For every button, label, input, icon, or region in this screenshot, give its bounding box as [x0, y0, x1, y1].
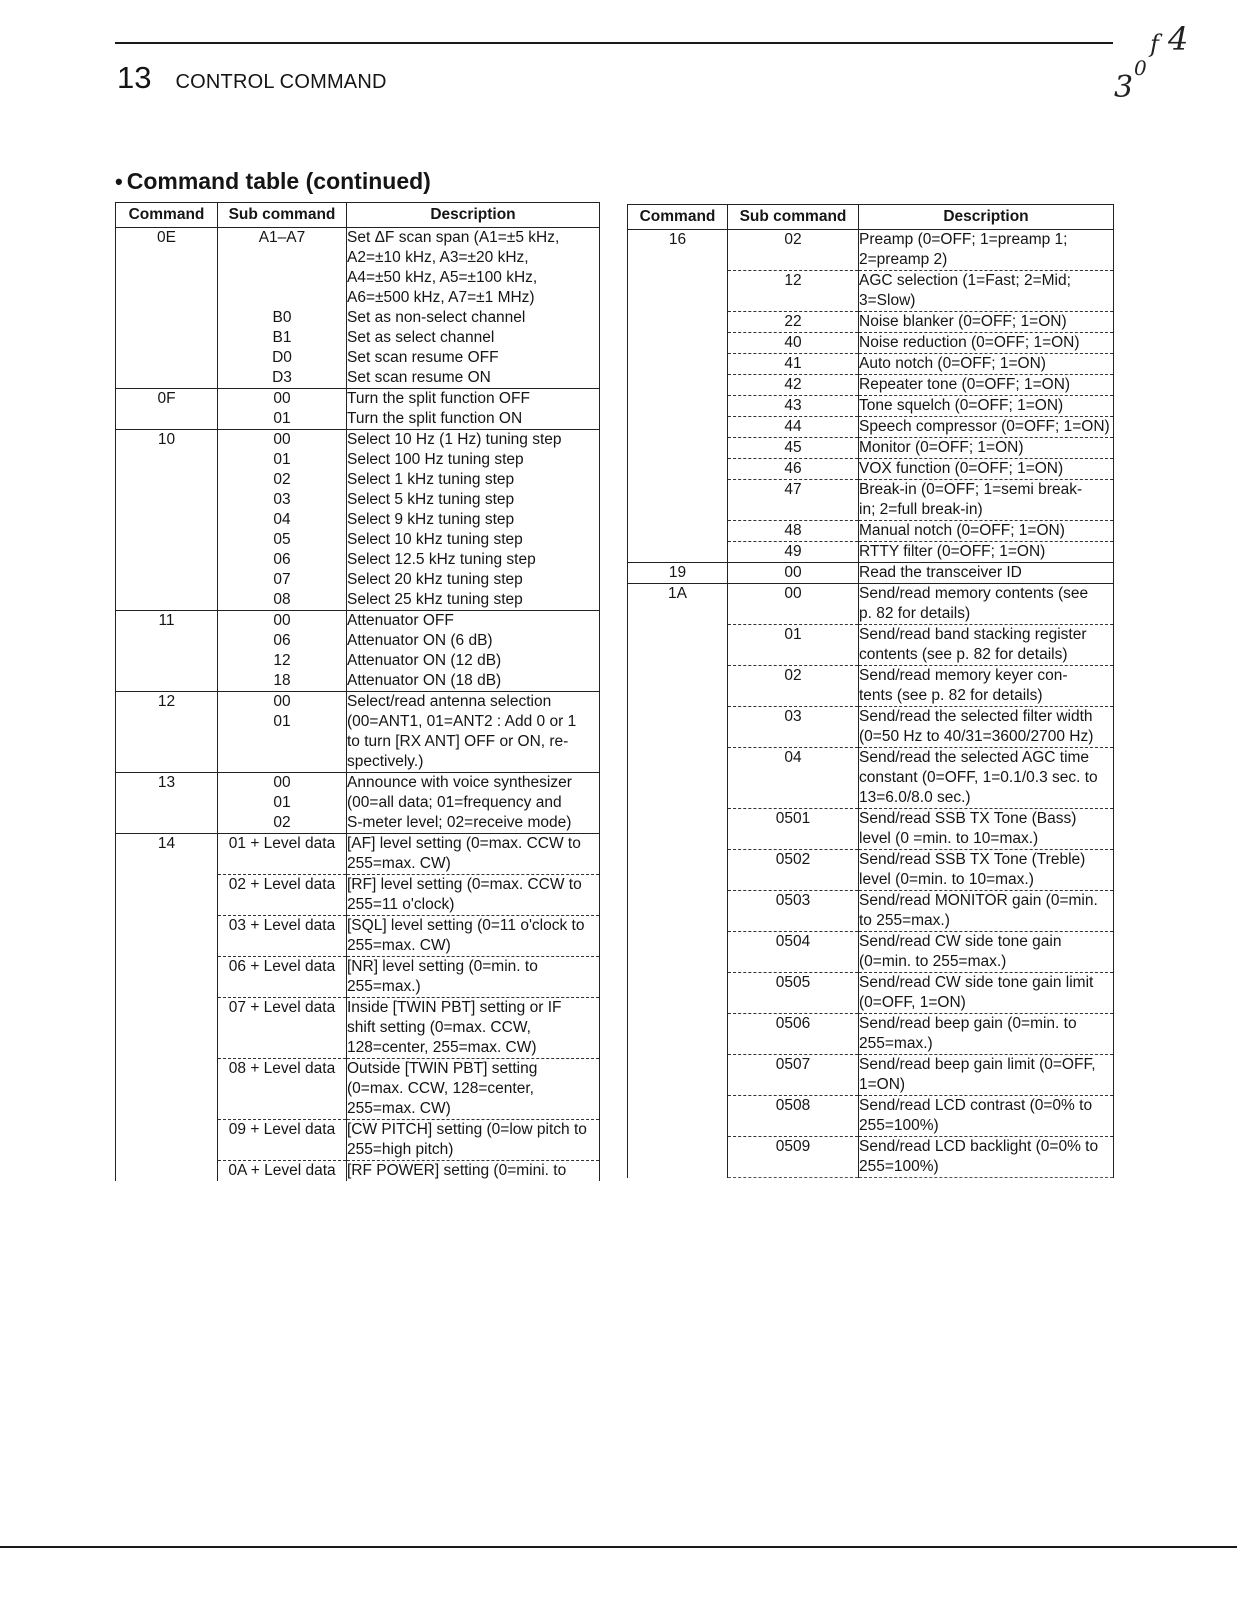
description-text: AGC selection (1=Fast; 2=Mid; 3=Slow) [859, 272, 1071, 309]
description-text: Manual notch (0=OFF; 1=ON) [859, 522, 1065, 539]
sub-command-value [218, 752, 346, 772]
command-cell: 10 [116, 430, 218, 611]
description-cell [347, 692, 600, 773]
description-line: Attenuator ON (6 dB) [347, 632, 493, 649]
table-row [116, 228, 600, 389]
section-title-text: Command table (continued) [126, 168, 431, 194]
description-text: Preamp (0=OFF; 1=preamp 1; 2=preamp 2) [859, 231, 1068, 268]
description-cell [859, 312, 1114, 333]
sub-command-cell: 02 + Level data [218, 875, 347, 916]
description-text: Send/read SSB TX Tone (Bass) level (0 =min. to 10=max.) [859, 810, 1077, 847]
description-text: Send/read LCD contrast (0=0% to 255=100%) [859, 1097, 1093, 1134]
sub-command-cell: 0501 [728, 809, 859, 850]
description-text: [CW PITCH] setting (0=low pitch to 255=high pitch) [347, 1121, 587, 1158]
description-line: Set scan resume ON [347, 369, 491, 386]
description-line: A2=±10 kHz, A3=±20 kHz, [347, 249, 529, 266]
sub-command-value: 01 [273, 794, 291, 811]
sub-command-cell: 12 [728, 271, 859, 312]
sub-command-cell: 04 [728, 748, 859, 809]
description-cell [859, 932, 1114, 973]
description-line: Select 12.5 kHz tuning step [347, 551, 536, 568]
command-cell: 13 [116, 773, 218, 834]
sub-command-value: 02 [273, 814, 291, 831]
sub-command-cell: 49 [728, 542, 859, 563]
chapter-number: 13 [117, 60, 152, 95]
description-cell [859, 584, 1114, 625]
sub-command-value: B0 [272, 309, 292, 326]
sub-command-value: D0 [272, 349, 292, 366]
description-text: Break-in (0=OFF; 1=semi break- in; 2=full break-in) [859, 481, 1083, 518]
column-header-command: Command [116, 203, 218, 228]
sub-command-cell [218, 611, 347, 692]
sub-command-value [218, 732, 346, 752]
description-cell [859, 748, 1114, 809]
sub-command-value: 00 [273, 612, 291, 629]
command-cell: 19 [628, 563, 728, 584]
description-text: Outside [TWIN PBT] setting (0=max. CCW, 128=center, 255=max. CW) [347, 1060, 538, 1117]
table-header-row [116, 203, 600, 228]
description-line: Set scan resume OFF [347, 349, 499, 366]
table-row [116, 611, 600, 692]
description-line: Select 25 kHz tuning step [347, 591, 523, 608]
description-cell [347, 834, 600, 875]
description-cell [859, 1014, 1114, 1055]
description-text: Read the transceiver ID [859, 564, 1022, 581]
sub-command-value: 00 [273, 774, 291, 791]
sub-command-value: 01 [273, 713, 291, 730]
description-text: VOX function (0=OFF; 1=ON) [859, 460, 1064, 477]
description-text: Send/read SSB TX Tone (Treble) level (0=min. to 10=max.) [859, 851, 1086, 888]
sub-command-value: 06 [273, 632, 291, 649]
sub-command-cell: 0508 [728, 1096, 859, 1137]
sub-command-value: 00 [273, 693, 291, 710]
sub-command-cell: 0505 [728, 973, 859, 1014]
description-cell [347, 1120, 600, 1161]
description-text: Send/read LCD backlight (0=0% to 255=100%) [859, 1138, 1099, 1175]
sub-command-value: A1–A7 [258, 229, 306, 246]
description-line: to turn [RX ANT] OFF or ON, re- [347, 733, 569, 750]
sub-command-value: 08 [273, 591, 291, 608]
sub-command-value: 00 [273, 431, 291, 448]
command-cell: 0E [116, 228, 218, 389]
description-text: Send/read band stacking register contents (see p. 82 for details) [859, 626, 1087, 663]
description-cell [347, 1161, 600, 1182]
description-text: Send/read beep gain (0=min. to 255=max.) [859, 1015, 1077, 1052]
description-text: Send/read beep gain limit (0=OFF, 1=ON) [859, 1056, 1096, 1093]
description-line: (00=ANT1, 01=ANT2 : Add 0 or 1 [347, 713, 577, 730]
description-text: [RF POWER] setting (0=mini. to [347, 1162, 567, 1179]
description-text: Send/read CW side tone gain limit (0=OFF, 1=ON) [859, 974, 1094, 1011]
description-line: spectively.) [347, 753, 424, 770]
description-line: Announce with voice synthesizer [347, 774, 572, 791]
description-line: Set as non-select channel [347, 309, 526, 326]
command-cell: 1A [628, 584, 728, 1178]
sub-command-cell: 03 + Level data [218, 916, 347, 957]
table-row [116, 692, 600, 773]
sub-command-cell: 00 [728, 584, 859, 625]
description-cell [859, 666, 1114, 707]
column-header-description: Description [347, 203, 600, 228]
description-cell [859, 271, 1114, 312]
sub-command-value: 00 [273, 390, 291, 407]
description-cell [347, 957, 600, 998]
sub-command-cell: 0509 [728, 1137, 859, 1178]
sub-command-cell: 08 + Level data [218, 1059, 347, 1120]
description-cell [859, 542, 1114, 563]
description-cell [347, 998, 600, 1059]
description-cell [347, 430, 600, 611]
description-line: A4=±50 kHz, A5=±100 kHz, [347, 269, 538, 286]
table-row [116, 389, 600, 430]
sub-command-value: 07 [273, 571, 291, 588]
handwritten-page-note: 3 0 f 4 [1114, 20, 1189, 105]
sub-command-cell: 0507 [728, 1055, 859, 1096]
table-row [628, 230, 1114, 271]
description-text: RTTY filter (0=OFF; 1=ON) [859, 543, 1046, 560]
sub-command-value: 12 [273, 652, 291, 669]
sub-command-cell [218, 389, 347, 430]
command-cell: 16 [628, 230, 728, 563]
description-line: Select 10 Hz (1 Hz) tuning step [347, 431, 562, 448]
description-cell [347, 389, 600, 430]
table-row [116, 430, 600, 611]
description-line: Attenuator ON (12 dB) [347, 652, 502, 669]
sub-command-cell: 47 [728, 480, 859, 521]
sub-command-cell: 07 + Level data [218, 998, 347, 1059]
bullet: • [115, 168, 123, 194]
description-line: Select 10 kHz tuning step [347, 531, 523, 548]
command-table-right [627, 204, 1114, 1178]
description-text: Auto notch (0=OFF; 1=ON) [859, 355, 1046, 372]
column-header-sub-command: Sub command [218, 203, 347, 228]
description-text: Monitor (0=OFF; 1=ON) [859, 439, 1024, 456]
description-text: Noise blanker (0=OFF; 1=ON) [859, 313, 1067, 330]
description-cell [859, 563, 1114, 584]
sub-command-cell [218, 228, 347, 389]
command-cell: 0F [116, 389, 218, 430]
description-cell [859, 1096, 1114, 1137]
sub-command-cell: 45 [728, 438, 859, 459]
description-line: Select 9 kHz tuning step [347, 511, 515, 528]
description-text: Send/read memory keyer con- tents (see p. 82 for details) [859, 667, 1068, 704]
sub-command-cell: 42 [728, 375, 859, 396]
description-line: Select 5 kHz tuning step [347, 491, 515, 508]
description-text: Send/read the selected AGC time constant (0=OFF, 1=0.1/0.3 sec. to 13=6.0/8.0 sec.) [859, 749, 1098, 806]
table-row [628, 584, 1114, 625]
description-line: Set ΔF scan span (A1=±5 kHz, [347, 229, 560, 246]
sub-command-value: 02 [273, 471, 291, 488]
sub-command-cell: 43 [728, 396, 859, 417]
sub-command-cell: 0502 [728, 850, 859, 891]
description-cell [347, 611, 600, 692]
sub-command-cell: 02 [728, 230, 859, 271]
sub-command-value: D3 [272, 369, 292, 386]
description-line: Turn the split function ON [347, 410, 523, 427]
description-text: Noise reduction (0=OFF; 1=ON) [859, 334, 1080, 351]
description-cell [347, 1059, 600, 1120]
description-cell [347, 875, 600, 916]
column-header-description: Description [859, 205, 1114, 230]
chapter-title: CONTROL COMMAND [175, 71, 387, 93]
description-line: Attenuator ON (18 dB) [347, 672, 502, 689]
sub-command-cell: 0503 [728, 891, 859, 932]
description-text: Send/read memory contents (see p. 82 for details) [859, 585, 1089, 622]
description-text: Send/read MONITOR gain (0=min. to 255=max.) [859, 892, 1098, 929]
description-text: Send/read CW side tone gain (0=min. to 255=max.) [859, 933, 1062, 970]
description-text: Repeater tone (0=OFF; 1=ON) [859, 376, 1071, 393]
description-text: Send/read the selected filter width (0=50 Hz to 40/31=3600/2700 Hz) [859, 708, 1094, 745]
sub-command-cell: 01 + Level data [218, 834, 347, 875]
description-text: [RF] level setting (0=max. CCW to 255=11 o'clock) [347, 876, 582, 913]
sub-command-cell [218, 692, 347, 773]
sub-command-cell: 22 [728, 312, 859, 333]
sub-command-cell: 41 [728, 354, 859, 375]
description-text: Speech compressor (0=OFF; 1=ON) [859, 418, 1110, 435]
description-text: [SQL] level setting (0=11 o'clock to 255=max. CW) [347, 917, 585, 954]
description-cell [859, 230, 1114, 271]
sub-command-cell: 0504 [728, 932, 859, 973]
command-table-left [115, 202, 600, 1181]
description-cell [859, 438, 1114, 459]
description-line: Select 100 Hz tuning step [347, 451, 524, 468]
command-cell: 12 [116, 692, 218, 773]
description-cell [859, 850, 1114, 891]
column-header-sub-command: Sub command [728, 205, 859, 230]
command-cell: 11 [116, 611, 218, 692]
description-text: [AF] level setting (0=max. CCW to 255=max. CW) [347, 835, 581, 872]
table-row [628, 563, 1114, 584]
table-row [116, 773, 600, 834]
description-cell [347, 773, 600, 834]
sub-command-cell: 40 [728, 333, 859, 354]
sub-command-cell: 02 [728, 666, 859, 707]
sub-command-cell: 00 [728, 563, 859, 584]
sub-command-cell: 01 [728, 625, 859, 666]
description-cell [859, 396, 1114, 417]
sub-command-value: 04 [273, 511, 291, 528]
description-text: [NR] level setting (0=min. to 255=max.) [347, 958, 538, 995]
description-cell [859, 459, 1114, 480]
description-line: Set as select channel [347, 329, 495, 346]
description-cell [859, 417, 1114, 438]
page-header [117, 60, 387, 96]
description-cell [859, 707, 1114, 748]
sub-command-cell: 06 + Level data [218, 957, 347, 998]
sub-command-cell: 0A + Level data [218, 1161, 347, 1182]
sub-command-value: 18 [273, 672, 291, 689]
description-line: Turn the split function OFF [347, 390, 530, 407]
sub-command-value [218, 248, 346, 268]
description-cell [859, 354, 1114, 375]
command-cell: 14 [116, 834, 218, 1182]
description-line: (00=all data; 01=frequency and [347, 794, 562, 811]
table-row [116, 834, 600, 875]
sub-command-value: 06 [273, 551, 291, 568]
description-cell [859, 891, 1114, 932]
description-line: Attenuator OFF [347, 612, 454, 629]
sub-command-value: B1 [272, 329, 292, 346]
description-cell [347, 228, 600, 389]
sub-command-value [218, 268, 346, 288]
description-line: S-meter level; 02=receive mode) [347, 814, 572, 831]
sub-command-value: 01 [273, 410, 291, 427]
sub-command-value: 03 [273, 491, 291, 508]
top-rule [115, 42, 1113, 44]
description-cell [859, 333, 1114, 354]
column-header-command: Command [628, 205, 728, 230]
section-title [115, 168, 431, 195]
sub-command-cell: 0506 [728, 1014, 859, 1055]
description-line: Select 20 kHz tuning step [347, 571, 523, 588]
description-cell [859, 480, 1114, 521]
description-cell [859, 809, 1114, 850]
sub-command-cell: 44 [728, 417, 859, 438]
description-cell [859, 375, 1114, 396]
description-cell [859, 1137, 1114, 1178]
description-line: Select/read antenna selection [347, 693, 552, 710]
description-text: Tone squelch (0=OFF; 1=ON) [859, 397, 1064, 414]
description-line: A6=±500 kHz, A7=±1 MHz) [347, 289, 535, 306]
bottom-rule [0, 1546, 1237, 1548]
description-line: Select 1 kHz tuning step [347, 471, 515, 488]
description-cell [347, 916, 600, 957]
table-header-row [628, 205, 1114, 230]
description-cell [859, 1055, 1114, 1096]
sub-command-value: 01 [273, 451, 291, 468]
description-cell [859, 625, 1114, 666]
sub-command-cell: 48 [728, 521, 859, 542]
sub-command-cell: 03 [728, 707, 859, 748]
description-text: Inside [TWIN PBT] setting or IF shift setting (0=max. CCW, 128=center, 255=max. CW) [347, 999, 562, 1056]
sub-command-value: 05 [273, 531, 291, 548]
sub-command-cell: 09 + Level data [218, 1120, 347, 1161]
sub-command-cell [218, 773, 347, 834]
sub-command-cell [218, 430, 347, 611]
description-cell [859, 521, 1114, 542]
sub-command-cell: 46 [728, 459, 859, 480]
sub-command-value [218, 288, 346, 308]
description-cell [859, 973, 1114, 1014]
